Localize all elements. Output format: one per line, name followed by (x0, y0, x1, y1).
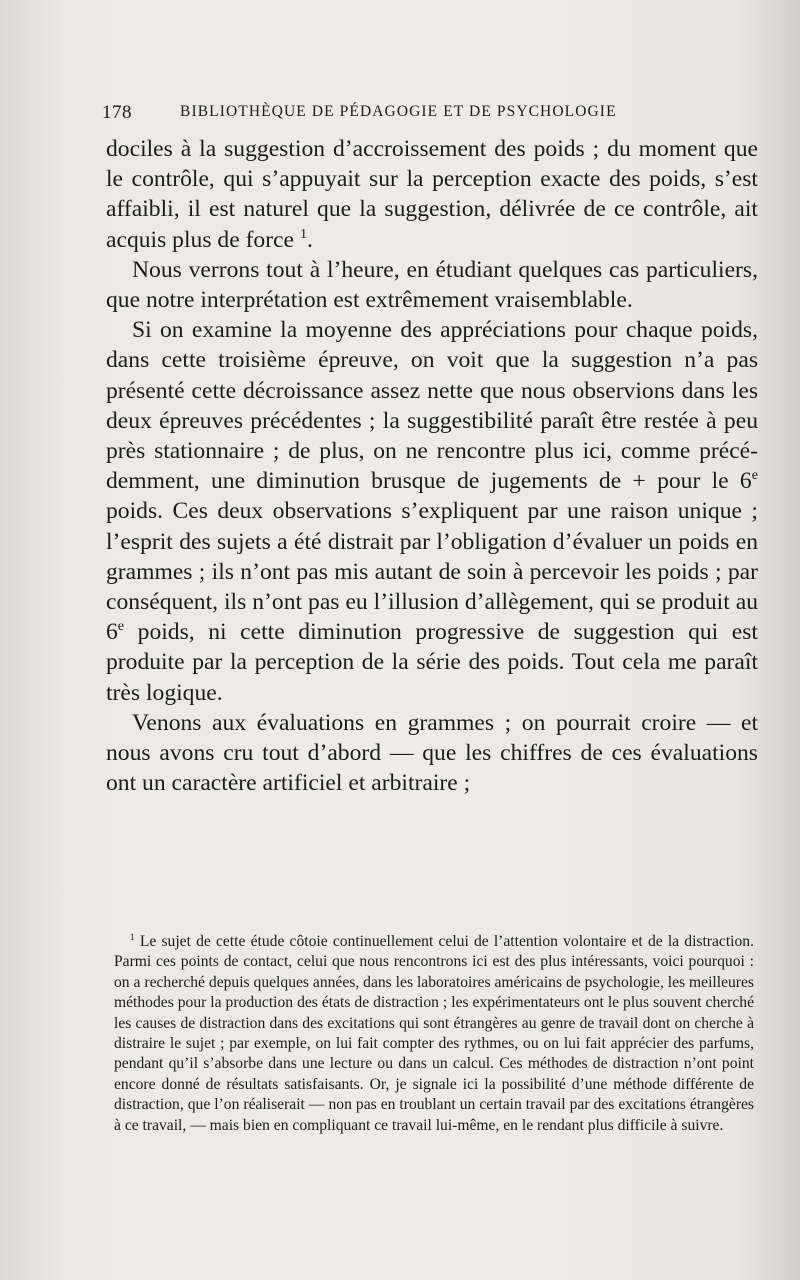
footnote-marker: 1 (130, 932, 135, 943)
paragraph-text-end: . (307, 226, 313, 253)
paragraph-text-cont: poids. Ces deux observations s’expliquent par une raison unique ; l’esprit des sujets a été distrait par l’obligation d’évaluer un poids en grammes ; ils n’ont pas mis autant de soin à percevoir les poids ; par conséquent, ils n’ont pas eu l’illusion d’allègement, qui se produit au 6 (106, 498, 758, 646)
paragraph (106, 315, 758, 708)
paragraph: Venons aux évaluations en grammes ; on pourrait croire — et nous avons cru tout d’abord — que les chiffres de ces évaluations ont un caractère artificiel et arbitraire ; (106, 709, 758, 797)
page-number: 178 (102, 102, 132, 123)
footnote-reference: 1 (299, 225, 308, 242)
ordinal-superscript: e (751, 467, 758, 484)
footnote-text: Le sujet de cette étude côtoie continuellement celui de l’attention volontaire et de la distraction. Parmi ces points de contact, celui que nous rencontrons ici est des plus intéressants, voici pourquoi : on a recherché depuis quelques années, dans les laboratoires américains de psychologie, les meilleures méthodes pour la production des états de distraction ; les expérimentateurs ont le plus souvent cherché les causes de distraction dans des excitations qui sont étrangères au genre de travail dont on cherche à distraire le sujet ; par exemple, on lui fait compter des rythmes, ou on lui fait apprécier des parfums, pendant qu’il s’absorbe dans une lecture ou dans un calcul. Ces méthodes de distraction n’ont point encore donné de résultats satisfaisants. Or, je signale ici la possibilité d’une méthode différente de distraction, que l’on réaliserait — non pas en troublant un certain travail par des excitations étrangères à ce travail, — mais bien en compliquant ce travail lui-même, en le rendant plus difficile à suivre. (114, 933, 754, 1134)
footnote (114, 932, 754, 1136)
ordinal-superscript: e (117, 618, 125, 635)
paragraph-text: dociles à la suggestion d’accroissement des poids ; du moment que le contrôle, qui s’appuyait sur la perception exacte des poids, s’est affaibli, il est naturel que la suggestion, délivrée de ce contrôle, ait acquis plus de force (106, 136, 758, 253)
running-title: BIBLIOTHÈQUE DE PÉDAGOGIE ET DE PSYCHOLOGIE (180, 103, 617, 120)
footnote-area (114, 932, 754, 1136)
page-header (102, 100, 762, 130)
paragraph-text: Si on examine la moyenne des appréciations pour chaque poids, dans cette troisième épreuve, on voit que la suggestion n’a pas présenté cette décroissance assez nette que nous observions dans les deux épreuves précédentes ; la suggestibilité paraît être restée à peu près stationnaire ; de plus, on ne rencontre plus ici, comme précédemment, une diminution brusque de jugements de + pour le 6 (106, 317, 758, 495)
paragraph (106, 134, 758, 255)
paragraph: Nous verrons tout à l’heure, en étudiant quelques cas particuliers, que notre interprétation est extrêmement vraisemblable. (106, 256, 758, 314)
paragraph-text-end: poids, ni cette diminution progressive de suggestion qui est produite par la perception de la série des poids. Tout cela me paraît très logique. (106, 619, 758, 706)
main-text (106, 134, 758, 798)
